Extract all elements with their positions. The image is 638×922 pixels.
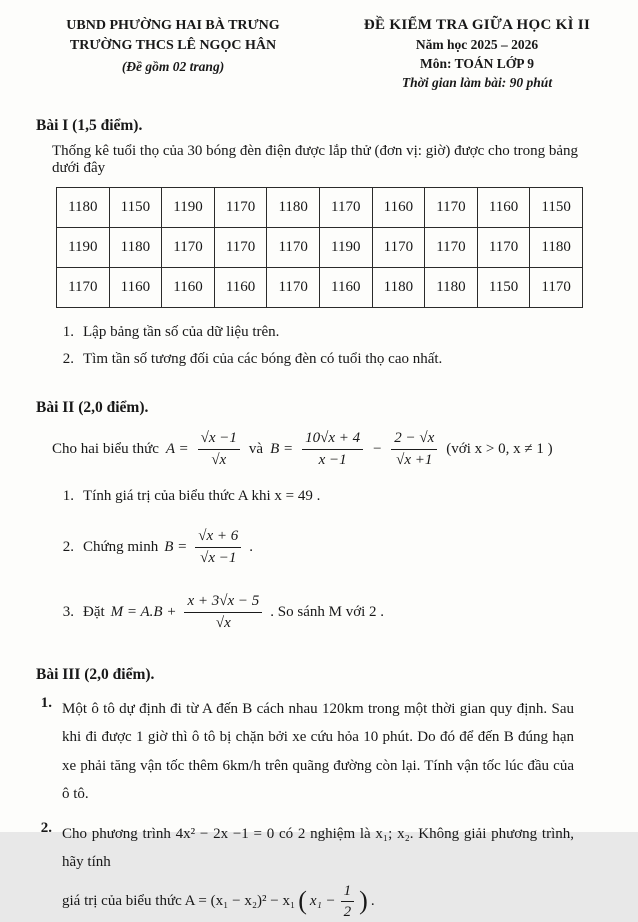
section1-title: Bài I (1,5 điểm).	[36, 117, 604, 135]
issuing-authority-block	[48, 16, 298, 92]
item-text: Lập bảng tần số của dữ liệu trên.	[83, 319, 279, 346]
domain-condition: (với x > 0, x ≠ 1 )	[446, 441, 552, 458]
time-limit: Thời gian làm bài: 90 phút	[342, 73, 612, 92]
minus-operator: −	[372, 441, 382, 458]
lifespan-data-table	[56, 187, 583, 308]
exam-title: ĐỀ KIỂM TRA GIỮA HỌC KÌ II	[342, 16, 612, 35]
item-text: Tính giá trị của biểu thức A khi x = 49 .	[83, 483, 320, 509]
item-text: Đặt	[83, 604, 105, 621]
table-cell: 1160	[162, 268, 215, 308]
table-cell: 1150	[109, 188, 162, 228]
table-cell: 1170	[57, 268, 110, 308]
close-paren: )	[359, 889, 368, 912]
item-number: 1.	[58, 483, 74, 509]
authority-line: UBND PHƯỜNG HAI BÀ TRƯNG	[48, 16, 298, 36]
item-text-post: . So sánh M với 2 .	[270, 604, 384, 621]
fraction-denominator: √x −1	[197, 548, 239, 568]
exam-title-block	[342, 16, 612, 92]
item-number: 2.	[58, 346, 74, 373]
table-cell: 1170	[372, 228, 425, 268]
table-cell: 1170	[425, 188, 478, 228]
table-cell: 1170	[530, 268, 583, 308]
table-cell: 1170	[477, 228, 530, 268]
fraction	[184, 592, 262, 633]
item-number: 1.	[58, 319, 74, 346]
fraction-denominator: x −1	[316, 450, 350, 470]
table-cell: 1180	[109, 228, 162, 268]
item-formula	[83, 527, 253, 568]
table-cell: 1160	[109, 268, 162, 308]
expression-B-lhs: B =	[270, 441, 293, 458]
period: .	[371, 892, 375, 912]
expression-lhs: M = A.B +	[111, 604, 177, 621]
table-cell: 1170	[162, 228, 215, 268]
fraction	[195, 527, 241, 568]
exam-body	[0, 117, 638, 922]
table-cell: 1170	[425, 228, 478, 268]
item-text: Một ô tô dự định đi từ A đến B cách nhau 120km trong một thời gian quy định. Sau khi đi được 1 giờ thì ô tô bị chặn bởi xe cứu hỏa 10 phút. Do đó để đến B đúng hạn xe phải tăng vận tốc thêm 6km/h trên quãng đường còn lại. Tính vận tốc lúc đầu của ô tô.	[62, 695, 574, 809]
item-number: 2.	[58, 539, 74, 556]
intro-text: Cho hai biểu thức	[52, 441, 159, 458]
table-cell: 1180	[57, 188, 110, 228]
fraction	[391, 429, 437, 470]
inner-expression: x₁ −	[310, 892, 336, 912]
table-cell: 1190	[57, 228, 110, 268]
list-item	[58, 522, 604, 574]
fraction-denominator: √x +1	[393, 450, 435, 470]
list-item	[36, 695, 604, 809]
fraction-numerator: x + 3√x − 5	[184, 592, 262, 613]
table-cell: 1160	[214, 268, 267, 308]
list-item	[36, 820, 604, 922]
fraction-numerator: 10√x + 4	[302, 429, 363, 450]
table-cell: 1170	[267, 228, 320, 268]
fraction	[302, 429, 363, 470]
fraction-denominator: 2	[341, 902, 355, 922]
section2-title: Bài II (2,0 điểm).	[36, 399, 604, 417]
connector-word: và	[249, 441, 263, 458]
table-cell: 1180	[530, 228, 583, 268]
list-item	[58, 346, 604, 373]
item-text-line2: giá trị của biểu thức A = (x₁ − x₂)² − x₁	[62, 892, 295, 912]
fraction-numerator: √x + 6	[195, 527, 241, 548]
item-number: 1.	[36, 695, 52, 809]
subject-value: TOÁN LỚP 9	[455, 56, 534, 71]
fraction-numerator: √x −1	[198, 429, 240, 450]
page-count-note: (Đề gồm 02 trang)	[48, 57, 298, 77]
item-body	[62, 820, 574, 922]
table-row	[57, 228, 583, 268]
section3-title: Bài III (2,0 điểm).	[36, 666, 604, 684]
table-cell: 1180	[372, 268, 425, 308]
table-cell: 1180	[267, 188, 320, 228]
school-name: TRƯỜNG THCS LÊ NGỌC HÂN	[48, 36, 298, 56]
table-cell: 1190	[162, 188, 215, 228]
list-item	[58, 319, 604, 346]
item-text: Chứng minh	[83, 539, 158, 556]
fraction	[341, 882, 355, 922]
subject-line	[342, 54, 612, 73]
table-row	[57, 268, 583, 308]
section1-questions	[36, 319, 604, 373]
list-item	[58, 483, 604, 509]
table-cell: 1170	[267, 268, 320, 308]
subject-label: Môn:	[420, 56, 452, 71]
table-cell: 1160	[319, 268, 372, 308]
table-cell: 1170	[214, 228, 267, 268]
item-formula-line	[62, 882, 574, 922]
exam-header	[0, 0, 638, 92]
table-row	[57, 188, 583, 228]
table-cell: 1160	[477, 188, 530, 228]
item-text-line1: Cho phương trình 4x² − 2x −1 = 0 có 2 nghiệm là x₁; x₂. Không giải phương trình, hãy tính	[62, 826, 574, 871]
table-cell: 1150	[477, 268, 530, 308]
open-paren: (	[298, 889, 307, 912]
list-item	[58, 587, 604, 639]
fraction-denominator: √x	[213, 613, 234, 633]
fraction-denominator: √x	[208, 450, 229, 470]
section2-questions	[36, 483, 604, 639]
fraction-numerator: 1	[341, 882, 355, 903]
fraction	[198, 429, 240, 470]
section1-intro: Thống kê tuổi thọ của 30 bóng đèn điện được lắp thử (đơn vị: giờ) được cho trong bảng dưới đây	[36, 143, 604, 177]
table-cell: 1190	[319, 228, 372, 268]
item-number: 3.	[58, 604, 74, 621]
item-text-post: .	[249, 539, 253, 556]
item-formula	[83, 592, 384, 633]
table-cell: 1160	[372, 188, 425, 228]
table-cell: 1180	[425, 268, 478, 308]
fraction-numerator: 2 − √x	[391, 429, 437, 450]
expression-lhs: B =	[164, 539, 187, 556]
section2-intro-formula	[36, 429, 604, 470]
expression-A-lhs: A =	[166, 441, 189, 458]
school-year: Năm học 2025 – 2026	[342, 35, 612, 54]
item-number: 2.	[36, 820, 52, 922]
item-text: Tìm tần số tương đối của các bóng đèn có tuổi thọ cao nhất.	[83, 346, 442, 373]
table-cell: 1170	[214, 188, 267, 228]
table-cell: 1150	[530, 188, 583, 228]
table-cell: 1170	[319, 188, 372, 228]
